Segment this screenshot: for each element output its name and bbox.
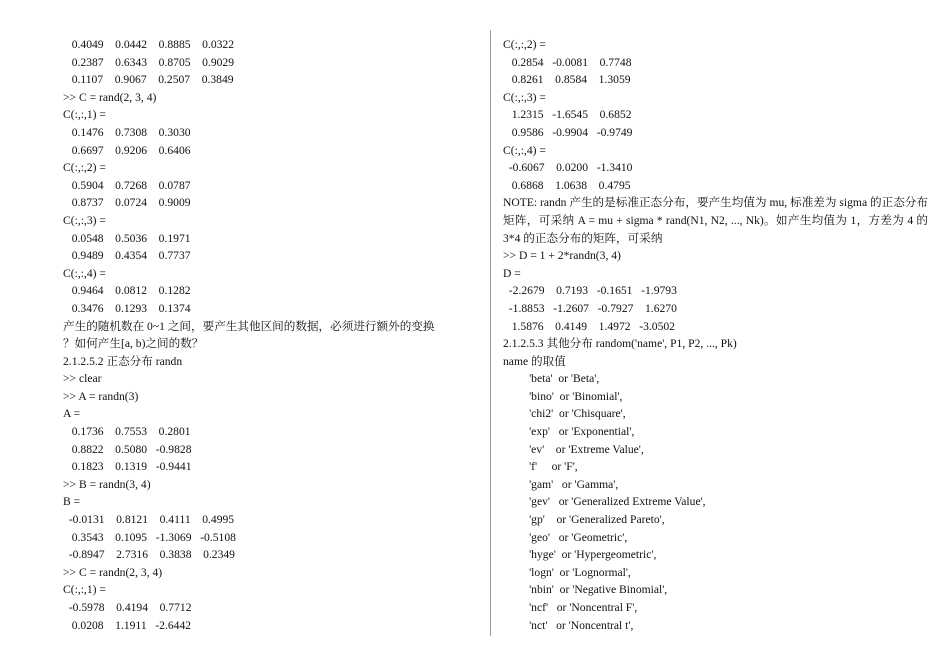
text-line: 0.9464 0.0812 0.1282 — [63, 284, 191, 298]
text-line: -0.8947 2.7316 0.3838 0.2349 — [63, 548, 235, 562]
text-line: name 的取值 — [503, 354, 566, 368]
text-line: 0.9489 0.4354 0.7737 — [63, 249, 191, 263]
text-line: 0.6868 1.0638 0.4795 — [503, 178, 631, 192]
text-line: 0.5904 0.7268 0.0787 — [63, 178, 191, 192]
text-line: >> C = rand(2, 3, 4) — [63, 90, 157, 104]
right-column — [503, 36, 928, 634]
text-line: 'logn' or 'Lognormal', — [503, 565, 631, 579]
text-line: C(:,:,3) = — [503, 90, 546, 104]
text-line: 'gev' or 'Generalized Extreme Value', — [503, 495, 706, 509]
text-line: A = — [63, 407, 81, 421]
text-line: >> C = randn(2, 3, 4) — [63, 565, 163, 579]
text-line: 0.8822 0.5080 -0.9828 — [63, 442, 192, 456]
text-line: 'f' or 'F', — [503, 460, 578, 474]
text-line: 0.0548 0.5036 0.1971 — [63, 231, 191, 245]
text-line: 'nct' or 'Noncentral t', — [503, 618, 634, 632]
text-line: 'bino' or 'Binomial', — [503, 389, 623, 403]
text-line: 'ev' or 'Extreme Value', — [503, 442, 644, 456]
text-line: C(:,:,1) = — [63, 583, 106, 597]
text-line: 1.5876 0.4149 1.4972 -3.0502 — [503, 319, 675, 333]
text-line: 0.1107 0.9067 0.2507 0.3849 — [63, 73, 234, 87]
text-line: 0.3543 0.1095 -1.3069 -0.5108 — [63, 530, 236, 544]
text-line: 0.9586 -0.9904 -0.9749 — [503, 125, 633, 139]
text-line: B = — [63, 495, 81, 509]
text-line: C(:,:,1) = — [63, 108, 106, 122]
text-line: >> B = randn(3, 4) — [63, 477, 151, 491]
text-line: 0.8737 0.0724 0.9009 — [63, 196, 191, 210]
text-line: 1.2315 -1.6545 0.6852 — [503, 108, 632, 122]
text-line: 2.1.2.5.2 正态分布 randn — [63, 354, 183, 368]
text-line: C(:,:,2) = — [63, 161, 106, 175]
text-line: -0.6067 0.0200 -1.3410 — [503, 161, 633, 175]
text-line: C(:,:,4) = — [503, 143, 546, 157]
text-line: C(:,:,3) = — [63, 213, 106, 227]
text-line: D = — [503, 266, 521, 280]
text-line: 'gp' or 'Generalized Pareto', — [503, 513, 665, 527]
text-line: 0.1823 0.1319 -0.9441 — [63, 460, 192, 474]
text-line: 'beta' or 'Beta', — [503, 372, 600, 386]
text-line: -1.8853 -1.2607 -0.7927 1.6270 — [503, 301, 677, 315]
text-line: 0.1736 0.7553 0.2801 — [63, 425, 191, 439]
text-line: 0.6697 0.9206 0.6406 — [63, 143, 191, 157]
text-line: -0.0131 0.8121 0.4111 0.4995 — [63, 513, 235, 527]
text-line: 0.2854 -0.0081 0.7748 — [503, 55, 632, 69]
left-column — [63, 36, 483, 634]
text-line: 产生的随机数在 0~1 之间，要产生其他区间的数据，必须进行额外的变换 — [63, 319, 435, 333]
text-line: >> D = 1 + 2*randn(3, 4) — [503, 249, 621, 263]
text-line: C(:,:,4) = — [63, 266, 106, 280]
right-bottom-block — [503, 247, 928, 634]
text-line: 0.8261 0.8584 1.3059 — [503, 73, 631, 87]
text-line: 'exp' or 'Exponential', — [503, 425, 635, 439]
text-line: 'geo' or 'Geometric', — [503, 530, 628, 544]
text-line: 'hyge' or 'Hypergeometric', — [503, 548, 657, 562]
text-line: -2.2679 0.7193 -0.1651 -1.9793 — [503, 284, 677, 298]
text-line: 'gam' or 'Gamma', — [503, 477, 619, 491]
text-line: >> A = randn(3) — [63, 389, 139, 403]
text-line: ？如何产生[a, b)之间的数？ — [63, 337, 204, 351]
text-line: 'nbin' or 'Negative Binomial', — [503, 583, 668, 597]
text-line: >> clear — [63, 372, 102, 386]
text-line: 'ncf' or 'Noncentral F', — [503, 601, 638, 614]
text-line: 0.2387 0.6343 0.8705 0.9029 — [63, 55, 235, 69]
text-line: 'chi2' or 'Chisquare', — [503, 407, 626, 421]
text-line: 0.0208 1.1911 -2.6442 — [63, 618, 192, 632]
text-line: 0.4049 0.0442 0.8885 0.0322 — [63, 38, 235, 51]
text-line: -0.5978 0.4194 0.7712 — [63, 601, 192, 614]
randn-note-paragraph: NOTE: randn 产生的是标准正态分布，要产生均值为 mu, 标准差为 sigma 的正态分布矩阵，可采纳 A = mu + sigma * rand(N1, N2, ..., Nk)。如产生均值为 1，方差为 4 的 3*4 的正态分布的矩阵，可采纳 — [503, 196, 928, 245]
text-line: 0.3476 0.1293 0.1374 — [63, 301, 191, 315]
column-divider — [490, 30, 491, 636]
text-line: 0.1476 0.7308 0.3030 — [63, 125, 191, 139]
right-top-block — [503, 36, 928, 194]
text-line: 2.1.2.5.3 其他分布 random('name', P1, P2, ..., Pk) — [503, 337, 737, 351]
text-line: C(:,:,2) = — [503, 38, 546, 51]
